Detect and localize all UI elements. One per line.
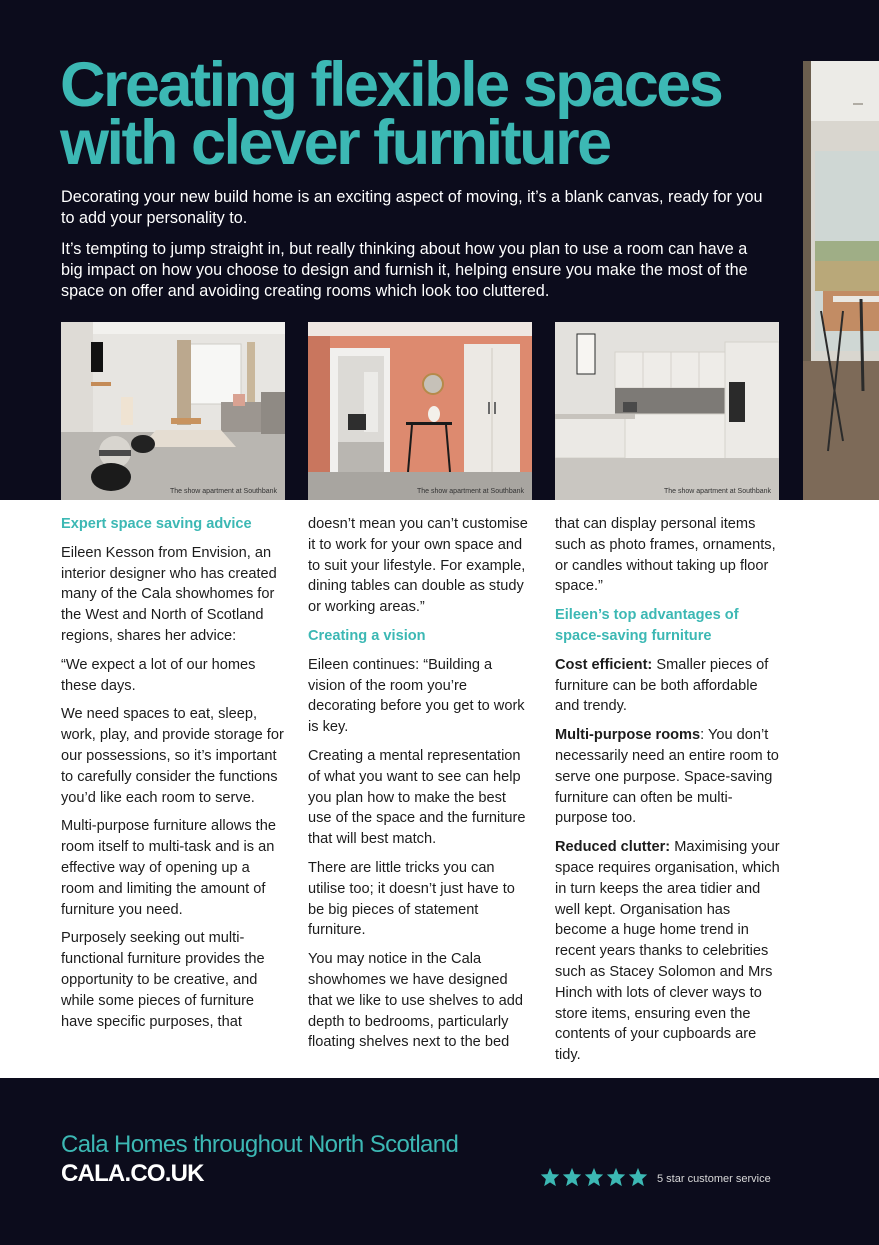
section-heading-creating-vision: Creating a vision	[308, 627, 426, 644]
star-rating	[540, 1167, 648, 1189]
photo-caption: The show apartment at Southbank	[169, 488, 277, 495]
article-column-1	[61, 514, 286, 1040]
paragraph: doesn’t mean you can’t customise it to work for your own space and to suit your lifestyle. For example, dining tables can double as study or working areas.”	[308, 516, 528, 616]
article-column-3	[555, 514, 780, 1074]
section-heading-expert-advice: Expert space saving advice	[61, 516, 252, 532]
hallway-photo	[308, 322, 532, 500]
paragraph: Eileen Kesson from Envision, an interior designer who has created many of the Cala showhomes for the West and North of Scotland regions, shares her advice:	[61, 544, 277, 644]
intro-paragraph-2: It’s tempting to jump straight in, but really thinking about how you plan to use a room can have a big impact on how you choose to design and furnish it, helping ensure you make the most of the space on offer and avoiding creating rooms which look too cluttered.	[61, 240, 748, 300]
star-icon	[584, 1167, 604, 1187]
photo-caption: The show apartment at Southbank	[663, 488, 771, 495]
section-heading-top-advantages: Eileen’s top advantages of space-saving furniture	[555, 607, 739, 644]
dining-room-photo	[803, 61, 879, 500]
intro-paragraph-1: Decorating your new build home is an exciting aspect of moving, it’s a blank canvas, ready for you to add your personality to.	[61, 188, 763, 227]
advantage-text: : You don’t necessarily need an entire room to serve one purpose. Space-saving furniture can often be multi-purpose too.	[555, 727, 779, 827]
footer-tagline: Cala Homes throughout North Scotland	[61, 1131, 459, 1158]
advantage-multi-purpose	[555, 725, 780, 829]
paragraph: that can display personal items such as photo frames, ornaments, or candles without taking up floor space.”	[555, 516, 776, 595]
advantage-cost-efficient	[555, 655, 780, 717]
paragraph: We need spaces to eat, sleep, work, play, and provide storage for our possessions, so it’s important to carefully consider the functions you’d like each room to serve.	[61, 706, 284, 806]
rating-label: 5 star customer service	[657, 1173, 771, 1185]
page-title: Creating flexible spaces with clever furniture	[60, 50, 722, 178]
living-room-photo	[61, 322, 285, 500]
star-icon	[606, 1167, 626, 1187]
paragraph: Creating a mental representation of what you want to see can help you plan how to make the best use of the space and the furniture that will best match.	[308, 747, 526, 848]
paragraph: You may notice in the Cala showhomes we have designed that we like to use shelves to add depth to bedrooms, particularly floating shelves next to the bed	[308, 951, 523, 1051]
photo-caption: The show apartment at Southbank	[416, 488, 524, 495]
article-column-2	[308, 514, 533, 1061]
website-link[interactable]: CALA.CO.UK	[61, 1160, 204, 1187]
star-icon	[628, 1167, 648, 1187]
star-icon	[540, 1167, 560, 1187]
paragraph: Purposely seeking out multi-functional furniture provides the opportunity to be creative, and while some pieces of furniture have specific purposes, that	[61, 930, 265, 1030]
star-icon	[562, 1167, 582, 1187]
advantage-reduced-clutter	[555, 837, 780, 1066]
paragraph: “We expect a lot of our homes these days.	[61, 656, 256, 694]
paragraph: There are little tricks you can utilise too; it doesn’t just have to be big pieces of statement furniture.	[308, 859, 515, 939]
paragraph: Eileen continues: “Building a vision of the room you’re decorating before you get to work is key.	[308, 656, 525, 736]
advantage-text: Smaller pieces of furniture can be both affordable and trendy.	[555, 656, 769, 715]
advantage-label: Cost efficient:	[555, 656, 653, 673]
kitchen-photo	[555, 322, 779, 500]
advantage-label: Multi-purpose rooms	[555, 727, 701, 744]
paragraph: Multi-purpose furniture allows the room itself to multi-task and is an effective way of opening up a room and limiting the amount of furniture you need.	[61, 818, 276, 918]
advantage-label: Reduced clutter:	[555, 839, 671, 856]
advantage-text: Maximising your space requires organisation, which in turn keeps the area tidier and well kept. Organisation has become a huge home trend in recent years thanks to celebrities such as Stacey Solomon and Mrs Hinch with lots of clever ways to store items, ensuring even the contents of your cupboards are tidy.	[555, 839, 780, 1064]
